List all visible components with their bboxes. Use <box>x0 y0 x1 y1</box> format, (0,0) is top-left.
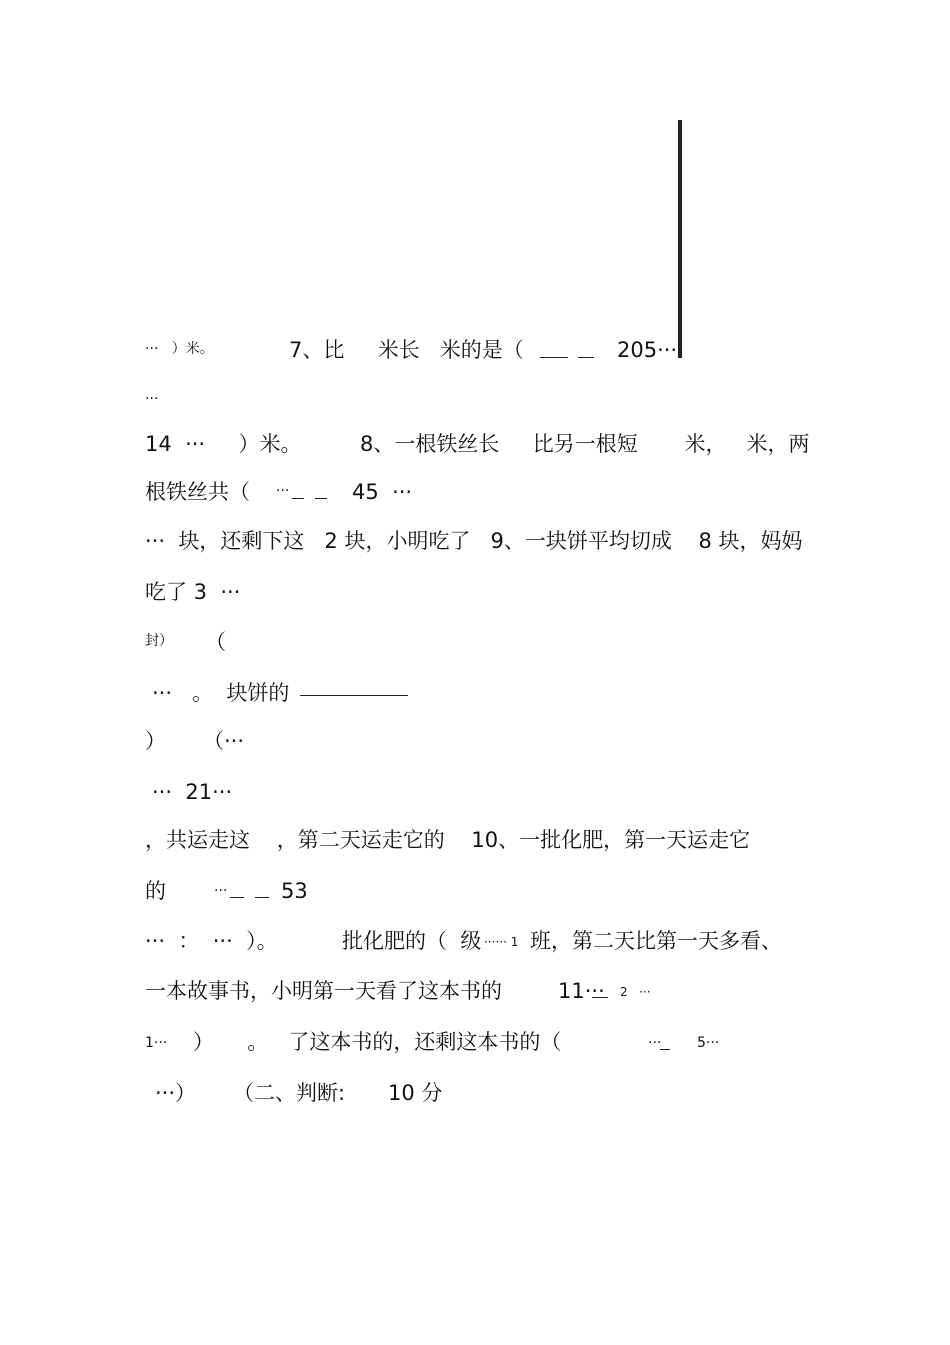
answer-blank <box>315 498 327 499</box>
text-fragment: 根铁丝共（ <box>145 480 250 504</box>
text-fragment: 5··· <box>697 1035 720 1051</box>
text-fragment: 45 ··· <box>352 480 413 504</box>
text-fragment: 批化肥的（ 级 <box>342 929 482 953</box>
text-fragment: ······ 1 <box>484 935 519 949</box>
text-fragment: ） 。 了这本书的，还剩这本书的（ <box>193 1030 562 1054</box>
answer-blank <box>292 498 304 499</box>
text-fragment: 的 <box>145 879 166 903</box>
question-8: 8、一根铁丝长 比另一根短 米， 米，两 <box>360 432 810 456</box>
text-fragment: 1··· <box>145 1035 168 1051</box>
question-11: 班，第二天比第一天多看、 <box>530 929 782 953</box>
binding-margin-line <box>678 120 682 358</box>
answer-blank <box>592 997 608 998</box>
text-fragment: 吃了 3 ··· <box>145 580 241 604</box>
text-fragment: （ <box>205 630 226 654</box>
question-7: 7、比 米长 米的是（ <box>289 338 524 362</box>
text-fragment: 14 ··· ）米。 <box>145 432 302 456</box>
section-score: 10 分 <box>388 1081 443 1105</box>
text-fragment: ··· <box>276 483 290 499</box>
text-fragment: 2 ··· <box>620 985 651 999</box>
section-heading-judgement: （二、判断: <box>233 1081 346 1105</box>
answer-blank <box>300 695 408 696</box>
text-fragment: ） <box>145 729 166 753</box>
text-fragment: 205··· <box>617 338 678 362</box>
text-fragment: （··· <box>203 729 245 753</box>
text-fragment: ··· <box>214 883 228 899</box>
text-fragment: ··· ： ··· ）。 <box>145 929 278 953</box>
text-fragment: ··· 21··· <box>152 780 233 804</box>
text-fragment: ···） <box>155 1081 197 1105</box>
text-fragment: ··· <box>145 391 159 407</box>
text-fragment: 53 <box>281 879 308 903</box>
answer-blank <box>540 357 568 358</box>
text-fragment: ··· ）米。 <box>145 341 214 357</box>
text-fragment: 一本故事书，小明第一天看了这本书的 <box>145 979 502 1003</box>
answer-blank <box>230 897 244 898</box>
answer-blank <box>255 897 269 898</box>
question-10: ，共运走这 ，第二天运走它的 10、一批化肥，第一天运走它 <box>145 828 751 852</box>
text-fragment: 封） <box>145 633 173 649</box>
answer-blank <box>660 1049 670 1050</box>
question-9: ··· 块，还剩下这 2 块，小明吃了 9、一块饼平均切成 8 块，妈妈 <box>145 529 803 553</box>
text-fragment: ··· <box>648 1035 662 1051</box>
text-fragment: 11··· <box>558 979 605 1003</box>
answer-blank <box>578 357 594 358</box>
text-fragment: ··· 。 块饼的 <box>152 681 290 705</box>
